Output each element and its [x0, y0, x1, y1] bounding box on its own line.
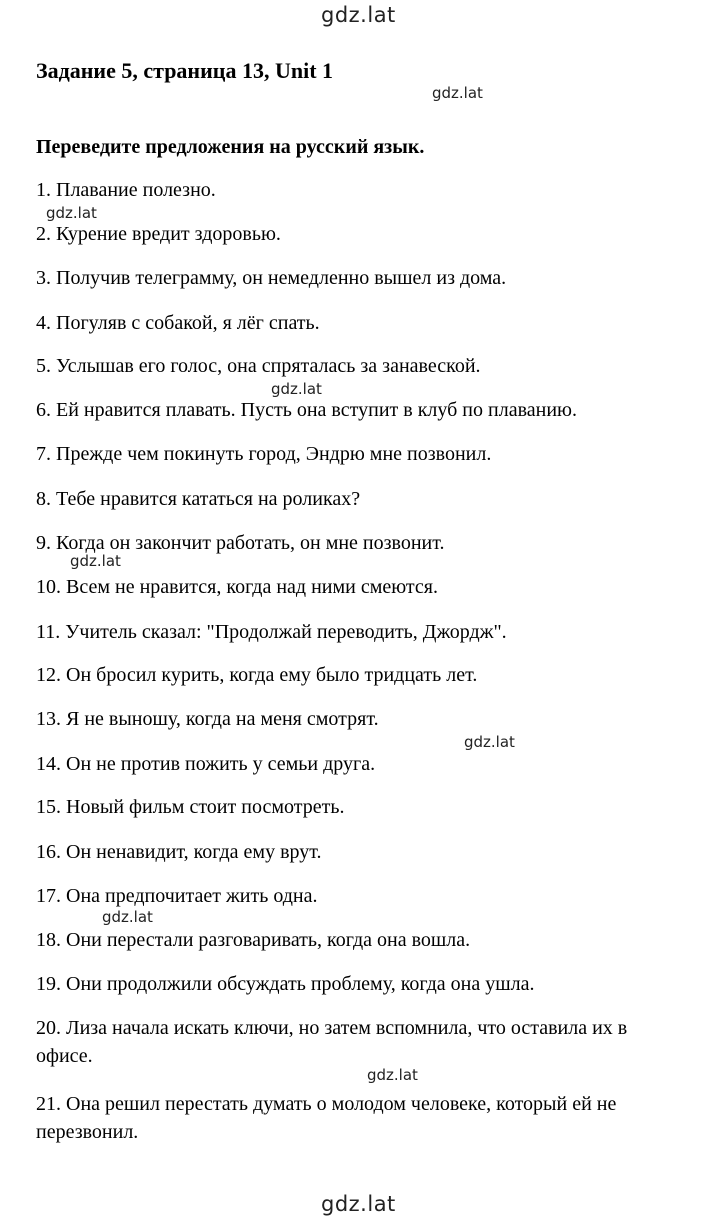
sentence-item: 13. Я не выношу, когда на меня смотрят. [36, 708, 379, 730]
sentence-item: 8. Тебе нравится кататься на роликах? [36, 488, 361, 510]
sentence-item: 19. Они продолжили обсуждать проблему, когда она ушла. [36, 973, 535, 995]
sentence-item: 17. Она предпочитает жить одна. [36, 885, 318, 907]
task-instruction: Переведите предложения на русский язык. [36, 136, 425, 158]
watermark: gdz.lat [271, 380, 322, 398]
sentence-item: 9. Когда он закончит работать, он мне позвонит. [36, 532, 445, 554]
sentence-item: 20. Лиза начала искать ключи, но затем вспомнила, что оставила их в офисе. [36, 1017, 628, 1067]
sentence-item: 15. Новый фильм стоит посмотреть. [36, 796, 345, 818]
sentence-item: 21. Она решил перестать думать о молодом человеке, который ей не перезвонил. [36, 1093, 617, 1143]
page-title: Задание 5, страница 13, Unit 1 [36, 58, 334, 83]
watermark-top: gdz.lat [321, 3, 396, 27]
sentence-item: 18. Они перестали разговаривать, когда она вошла. [36, 929, 471, 951]
sentence-item: 14. Он не против пожить у семьи друга. [36, 753, 376, 775]
watermark: gdz.lat [102, 908, 153, 926]
sentence-item: 2. Курение вредит здоровью. [36, 223, 281, 245]
sentence-item: 7. Прежде чем покинуть город, Эндрю мне позвонил. [36, 443, 492, 465]
sentence-item: 3. Получив телеграмму, он немедленно вышел из дома. [36, 267, 507, 289]
sentence-item: 11. Учитель сказал: "Продолжай переводить, Джордж". [36, 621, 507, 643]
watermark-bottom: gdz.lat [321, 1192, 396, 1216]
watermark: gdz.lat [46, 204, 97, 222]
sentence-item: 5. Услышав его голос, она спряталась за занавеской. [36, 355, 481, 377]
watermark: gdz.lat [464, 733, 515, 751]
sentence-item: 1. Плавание полезно. [36, 179, 216, 201]
watermark: gdz.lat [367, 1066, 418, 1084]
sentence-item: 12. Он бросил курить, когда ему было тридцать лет. [36, 664, 478, 686]
sentence-item: 4. Погуляв с собакой, я лёг спать. [36, 312, 320, 334]
watermark: gdz.lat [70, 552, 121, 570]
watermark: gdz.lat [432, 84, 483, 102]
sentence-item: 6. Ей нравится плавать. Пусть она вступит в клуб по плаванию. [36, 399, 577, 421]
sentence-item: 16. Он ненавидит, когда ему врут. [36, 841, 322, 863]
sentence-item: 10. Всем не нравится, когда над ними смеются. [36, 576, 438, 598]
